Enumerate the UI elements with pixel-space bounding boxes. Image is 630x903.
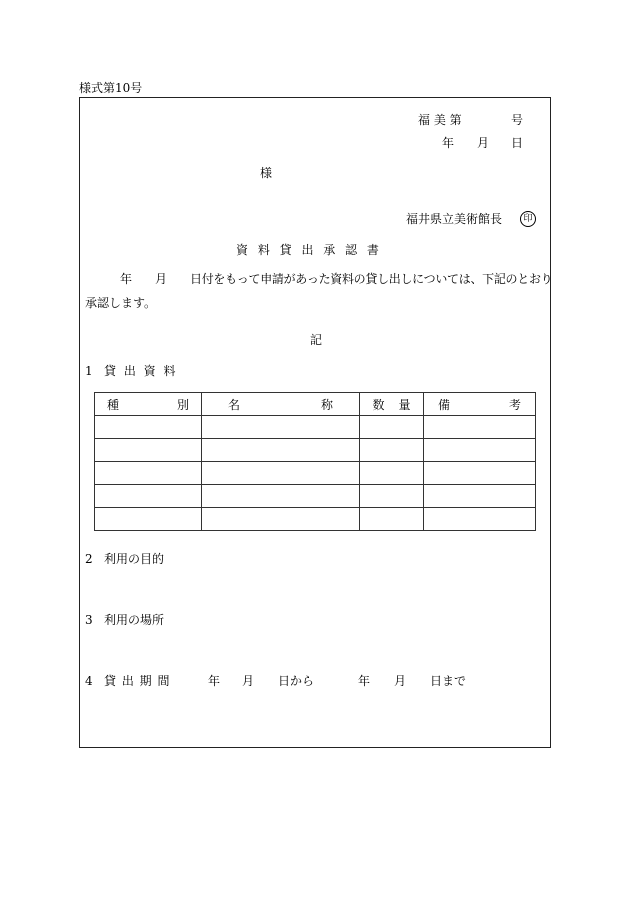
addressee-suffix: 様 <box>260 166 273 180</box>
table-cell[interactable] <box>424 416 536 439</box>
doc-number-suffix: 号 <box>511 113 524 127</box>
table-cell[interactable] <box>202 462 360 485</box>
section2-label: 利用の目的 <box>104 552 165 566</box>
table-cell[interactable] <box>95 462 202 485</box>
document-title: 資 料 貸 出 承 認 書 <box>236 243 382 257</box>
issuer-name: 福井県立美術館長 <box>406 212 503 226</box>
table-cell[interactable] <box>95 439 202 462</box>
table-cell[interactable] <box>424 485 536 508</box>
header-quantity: 数 量 <box>360 393 424 416</box>
header-remarks: 備 考 <box>424 393 536 416</box>
body-month: 月 <box>155 272 168 286</box>
section3-number: 3 <box>85 613 93 627</box>
section1-label: 貸 出 資 料 <box>104 364 178 378</box>
table-cell[interactable] <box>95 485 202 508</box>
ki-heading: 記 <box>310 333 323 347</box>
table-cell[interactable] <box>360 439 424 462</box>
period-to-month: 月 <box>394 674 407 688</box>
table-cell[interactable] <box>360 462 424 485</box>
period-to-year: 年 <box>358 674 371 688</box>
table-cell[interactable] <box>360 416 424 439</box>
body-line1: 日付をもって申請があった資料の貸し出しについては、下記のとおり <box>190 272 553 286</box>
table-header-row <box>95 393 536 416</box>
table-cell[interactable] <box>202 416 360 439</box>
seal-stamp-char: 印 <box>520 211 536 227</box>
table-row <box>95 462 536 485</box>
body-year: 年 <box>120 272 133 286</box>
form-number: 様式第10号 <box>79 81 143 95</box>
table-cell[interactable] <box>202 508 360 531</box>
doc-number-prefix: 福 美 第 <box>418 113 462 127</box>
table-cell[interactable] <box>95 508 202 531</box>
table-cell[interactable] <box>95 416 202 439</box>
date-month: 月 <box>477 136 490 150</box>
loan-items-table <box>94 392 536 531</box>
table-cell[interactable] <box>424 508 536 531</box>
date-year: 年 <box>442 136 455 150</box>
period-from-month: 月 <box>242 674 255 688</box>
table-cell[interactable] <box>424 462 536 485</box>
section4-label: 貸 出 期 間 <box>104 674 171 688</box>
table-row <box>95 485 536 508</box>
section3-label: 利用の場所 <box>104 613 165 627</box>
period-to-day: 日まで <box>430 674 467 688</box>
table-cell[interactable] <box>360 485 424 508</box>
header-type: 種 別 <box>95 393 202 416</box>
section4-number: 4 <box>85 674 93 688</box>
seal-stamp <box>520 211 536 227</box>
table-cell[interactable] <box>202 485 360 508</box>
period-from-day: 日から <box>278 674 315 688</box>
section1-number: 1 <box>85 364 93 378</box>
table-row <box>95 508 536 531</box>
table-row <box>95 416 536 439</box>
table-cell[interactable] <box>360 508 424 531</box>
section2-number: 2 <box>85 552 93 566</box>
body-line2: 承認します。 <box>85 296 157 310</box>
period-from-year: 年 <box>208 674 221 688</box>
table-cell[interactable] <box>424 439 536 462</box>
table-row <box>95 439 536 462</box>
table-cell[interactable] <box>202 439 360 462</box>
date-day: 日 <box>511 136 524 150</box>
header-name: 名 称 <box>202 393 360 416</box>
